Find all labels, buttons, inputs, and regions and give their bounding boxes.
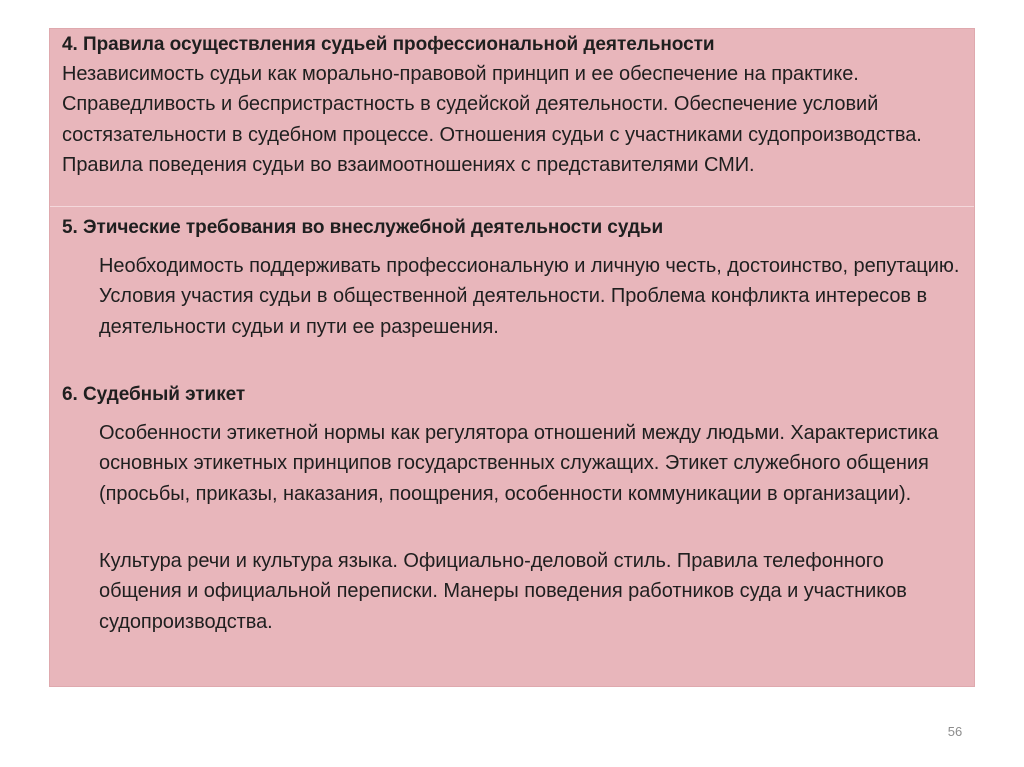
section-4-block bbox=[50, 29, 974, 207]
section-4-body: Независимость судьи как морально-правовой принцип и ее обеспечение на практике. Справедливость и беспристрастность в судейской деятельности. Обеспечение условий состязательности в судебном процессе. Отношения судьи с участниками судопроизводства. Правила поведения судьи во взаимоотношениях с представителями СМИ. bbox=[62, 63, 922, 177]
page-number: 56 bbox=[947, 724, 963, 739]
section-4-title: 4. Правила осуществления судьей профессиональной деятельности bbox=[62, 34, 715, 55]
section-5-title: 5. Этические требования во внеслужебной деятельности судьи bbox=[62, 217, 664, 238]
section-5-body: Необходимость поддерживать профессиональную и личную честь, достоинство, репутацию. Условия участия судьи в общественной деятельности. Проблема конфликта интересов в деятельности судьи и пути ее разрешения. bbox=[99, 255, 960, 338]
section-6-paragraph-1: Особенности этикетной нормы как регулятора отношений между людьми. Характеристика основных этикетных принципов государственных служащих. Этикет служебного общения (просьбы, приказы, наказания, поощрения, особенности коммуникации в организации). bbox=[99, 422, 939, 505]
section-6-title: 6. Судебный этикет bbox=[62, 384, 246, 405]
slide-content-panel bbox=[49, 28, 975, 687]
section-6-paragraph-2: Культура речи и культура языка. Официально-деловой стиль. Правила телефонного общения и официальной переписки. Манеры поведения работников суда и участников судопроизводства. bbox=[99, 550, 907, 633]
